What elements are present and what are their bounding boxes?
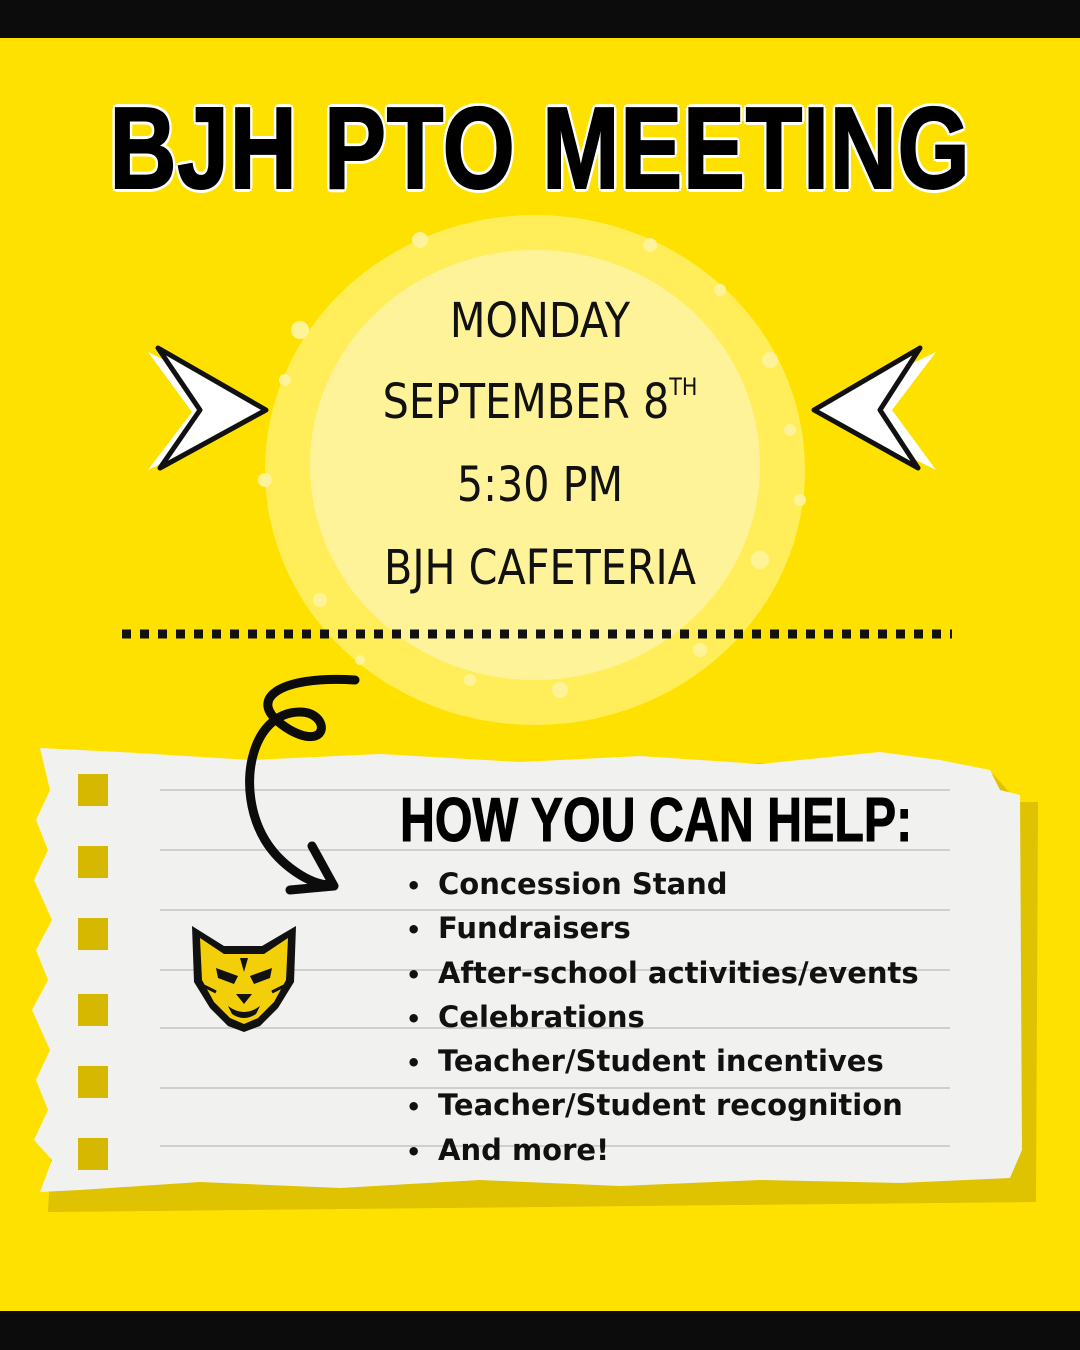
event-time: 5:30 PM: [456, 457, 624, 513]
list-item: [406, 1083, 919, 1127]
bullet: •: [406, 1137, 422, 1166]
top-border: [0, 0, 1080, 38]
list-item-label: Teacher/Student recognition: [438, 1088, 903, 1123]
event-date: [76, 374, 1005, 430]
event-location: BJH CAFETERIA: [384, 540, 696, 596]
list-item-label: Teacher/Student incentives: [438, 1044, 884, 1079]
event-date-suffix: TH: [669, 373, 698, 401]
bottom-border: [0, 1311, 1080, 1350]
list-item: [406, 862, 919, 906]
list-item: [406, 995, 919, 1039]
bullet: •: [406, 916, 422, 945]
list-item-label: After-school activities/events: [438, 955, 919, 990]
bullet: •: [406, 1049, 422, 1078]
list-item: [406, 906, 919, 950]
help-list: [406, 862, 919, 1172]
list-item-label: Concession Stand: [438, 867, 728, 901]
bullet: •: [406, 1093, 422, 1122]
page-title: BJH PTO MEETING: [109, 83, 971, 213]
bullet: •: [406, 960, 422, 989]
list-item-label: Fundraisers: [438, 911, 631, 946]
event-day: MONDAY: [449, 293, 631, 349]
event-date-main: SEPTEMBER 8: [382, 374, 670, 430]
list-item: [406, 1039, 919, 1083]
list-item: [406, 951, 919, 995]
bullet: •: [406, 1004, 422, 1033]
list-item-label: And more!: [438, 1132, 610, 1167]
bullet: •: [406, 872, 422, 900]
help-heading: HOW YOU CAN HELP:: [400, 786, 913, 855]
list-item-label: Celebrations: [438, 999, 645, 1034]
list-item: [406, 1128, 919, 1172]
